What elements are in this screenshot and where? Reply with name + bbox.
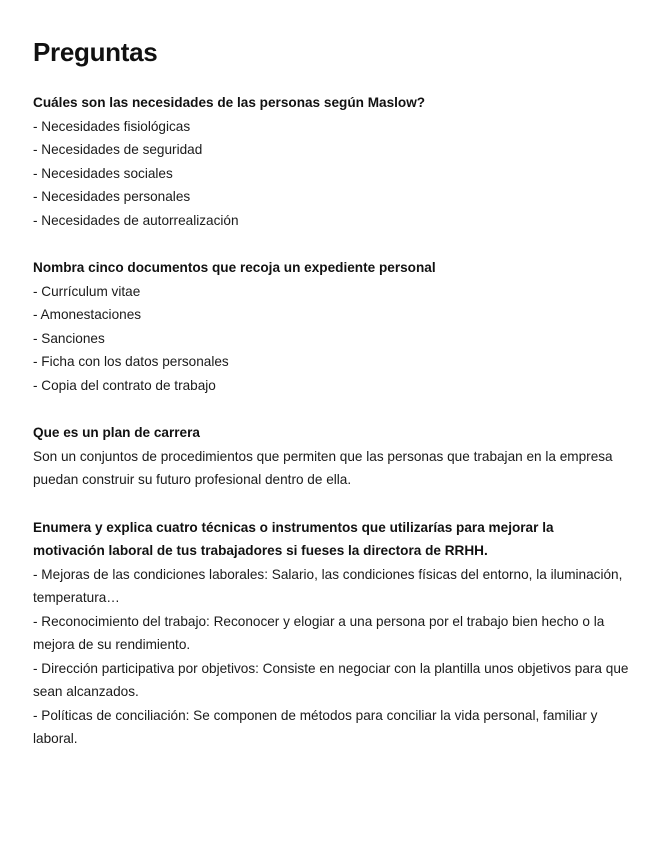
section-motivacion (33, 516, 629, 751)
answer-line: - Ficha con los datos personales (33, 354, 229, 369)
answer-line: - Necesidades sociales (33, 165, 173, 181)
question-heading: Enumera y explica cuatro técnicas o instrumentos que utilizarías para mejorar la motivación laboral de tus trabajadores si fueses la directora de RRHH. (33, 519, 554, 558)
answer-line: - Políticas de conciliación: Se componen de métodos para conciliar la vida personal, familiar y laboral. (33, 707, 598, 746)
answer-line: - Amonestaciones (33, 307, 142, 322)
answer-line: - Dirección participativa por objetivos: Consiste en negociar con la plantilla unos objetivos para que sean alcanzados. (33, 660, 629, 699)
page-title: Preguntas (33, 37, 158, 67)
question-heading: Cuáles son las necesidades de las personas según Maslow? (33, 95, 426, 110)
answer-line: - Sanciones (33, 330, 105, 346)
answer-line: - Reconocimiento del trabajo: Reconocer y elogiar a una persona por el trabajo bien hecho o la mejora de su rendimiento. (33, 613, 605, 652)
answer-line: - Copia del contrato de trabajo (33, 377, 216, 393)
document-page (33, 35, 629, 775)
answer-line: - Currículum vitae (33, 283, 141, 299)
answer-line: - Mejoras de las condiciones laborales: Salario, las condiciones físicas del entorno, la iluminación, temperatura… (33, 566, 623, 605)
answer-line: - Necesidades de seguridad (33, 142, 203, 157)
section-plan-carrera (33, 421, 629, 492)
answer-line: - Necesidades fisiológicas (33, 118, 191, 134)
answer-paragraph: Son un conjuntos de procedimientos que permiten que las personas que trabajan en la empresa puedan construir su futuro profesional dentro de ella. (33, 448, 613, 487)
question-heading: Nombra cinco documentos que recoja un expediente personal (33, 260, 436, 275)
answer-line: - Necesidades personales (33, 189, 191, 204)
section-expediente (33, 256, 629, 397)
answer-line: - Necesidades de autorrealización (33, 212, 239, 228)
section-maslow (33, 91, 629, 232)
question-heading: Que es un plan de carrera (33, 425, 200, 440)
